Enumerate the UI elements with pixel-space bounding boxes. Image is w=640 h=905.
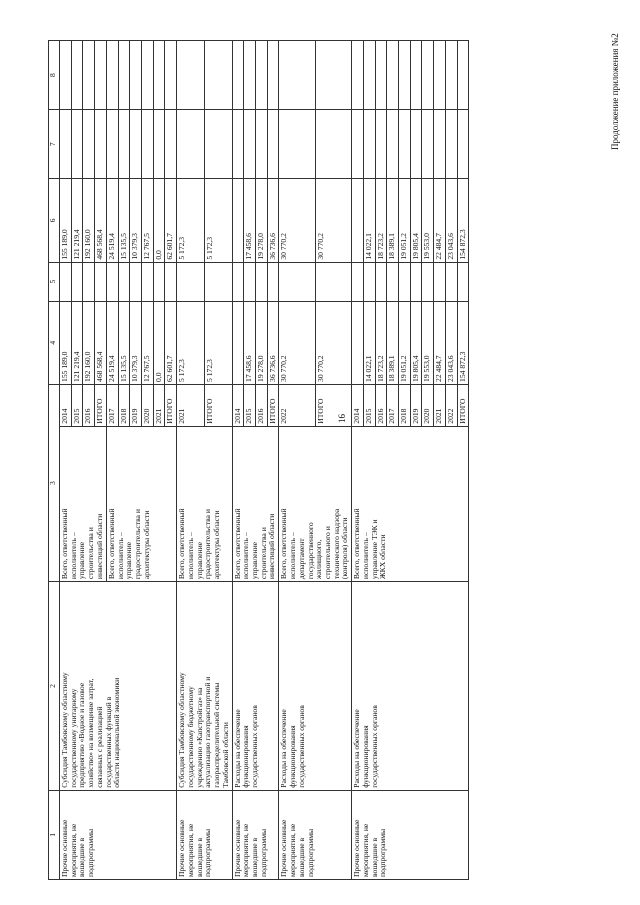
amount-extra-cell	[232, 41, 244, 110]
amount-total-cell: 62 601,7	[165, 301, 177, 384]
amount-regional-cell: 154 872,3	[457, 179, 469, 262]
amount-federal-cell	[279, 262, 315, 301]
amount-regional-cell: 10 379,3	[130, 179, 142, 262]
amount-regional-cell: 12 767,5	[142, 179, 154, 262]
amount-regional-cell: 0,0	[153, 179, 165, 262]
amount-local-cell	[387, 110, 399, 179]
amount-federal-cell	[434, 262, 446, 301]
year-cell: 2016	[375, 384, 387, 426]
table-row	[279, 41, 315, 880]
amount-local-cell	[363, 110, 375, 179]
amount-local-cell	[204, 110, 232, 179]
amount-total-cell: 0,0	[153, 301, 165, 384]
executor-cell: Всего, ответственный исполнитель – управление градостроительства и архитектуры области	[106, 426, 176, 581]
amount-federal-cell	[153, 262, 165, 301]
header-cell: 8	[49, 41, 60, 110]
amount-federal-cell	[204, 262, 232, 301]
measure-name-cell: Расходы на обеспечение функционирования государственных органов	[352, 582, 469, 791]
amount-regional-cell: 5 172,3	[204, 179, 232, 262]
executor-cell: Всего, ответственный исполнитель – управление строительства и инвестиций области	[60, 426, 107, 581]
amount-regional-cell: 15 135,5	[118, 179, 130, 262]
header-cell: 3	[49, 384, 60, 581]
amount-total-cell: 155 189,0	[60, 301, 72, 384]
amount-local-cell	[375, 110, 387, 179]
amount-local-cell	[352, 110, 364, 179]
amount-extra-cell	[60, 41, 72, 110]
amount-regional-cell	[232, 179, 244, 262]
amount-total-cell	[352, 301, 364, 384]
year-cell: 2022	[445, 384, 457, 426]
measure-type-cell: Прочие основные мероприятия, не вошедшие в подпрограммы	[232, 790, 279, 879]
amount-extra-cell	[255, 41, 267, 110]
year-cell: 2016	[255, 384, 267, 426]
measure-name-cell: Субсидия Тамбовскому областному государственному бюджетному учреждению «Капстройгаз» на актуализацию газотранспортной и газораспределительной системы Тамбовской области	[177, 582, 232, 791]
header-cell: 2	[49, 582, 60, 791]
amount-extra-cell	[153, 41, 165, 110]
year-cell: 2015	[244, 384, 256, 426]
amount-local-cell	[232, 110, 244, 179]
amount-total-cell: 468 568,4	[95, 301, 107, 384]
amount-local-cell	[165, 110, 177, 179]
header-cell: 7	[49, 110, 60, 179]
amount-extra-cell	[279, 41, 315, 110]
amount-regional-cell: 22 484,7	[434, 179, 446, 262]
amount-local-cell	[83, 110, 95, 179]
amount-local-cell	[71, 110, 83, 179]
year-cell: 2021	[434, 384, 446, 426]
year-cell: ИТОГО	[267, 384, 279, 426]
amount-total-cell: 192 160,0	[83, 301, 95, 384]
amount-local-cell	[142, 110, 154, 179]
amount-total-cell: 121 219,4	[71, 301, 83, 384]
amount-federal-cell	[457, 262, 469, 301]
amount-federal-cell	[387, 262, 399, 301]
amount-extra-cell	[267, 41, 279, 110]
amount-total-cell: 19 553,0	[422, 301, 434, 384]
year-cell: 2014	[352, 384, 364, 426]
amount-federal-cell	[177, 262, 205, 301]
amount-extra-cell	[204, 41, 232, 110]
amount-federal-cell	[399, 262, 411, 301]
amount-regional-cell: 30 770,2	[315, 179, 351, 262]
amount-local-cell	[244, 110, 256, 179]
year-cell: ИТОГО	[95, 384, 107, 426]
amount-federal-cell	[83, 262, 95, 301]
amount-extra-cell	[130, 41, 142, 110]
amount-local-cell	[255, 110, 267, 179]
amount-regional-cell: 62 601,7	[165, 179, 177, 262]
year-cell: 2020	[422, 384, 434, 426]
amount-federal-cell	[315, 262, 351, 301]
header-cell: 4	[49, 301, 60, 384]
amount-total-cell: 18 723,2	[375, 301, 387, 384]
amount-extra-cell	[422, 41, 434, 110]
amount-local-cell	[422, 110, 434, 179]
amount-extra-cell	[315, 41, 351, 110]
amount-regional-cell: 468 568,4	[95, 179, 107, 262]
page-number: 16	[337, 414, 347, 423]
amount-federal-cell	[445, 262, 457, 301]
year-cell: 2014	[60, 384, 72, 426]
amount-extra-cell	[95, 41, 107, 110]
amount-local-cell	[410, 110, 422, 179]
amount-federal-cell	[142, 262, 154, 301]
amount-total-cell: 154 872,3	[457, 301, 469, 384]
year-cell: ИТОГО	[315, 384, 351, 426]
amount-total-cell	[232, 301, 244, 384]
table-body	[60, 41, 469, 880]
amount-federal-cell	[71, 262, 83, 301]
year-cell: 2020	[142, 384, 154, 426]
amount-federal-cell	[255, 262, 267, 301]
amount-federal-cell	[410, 262, 422, 301]
header-row	[49, 41, 60, 880]
amount-total-cell: 19 278,0	[255, 301, 267, 384]
amount-extra-cell	[83, 41, 95, 110]
year-cell: 2018	[118, 384, 130, 426]
amount-federal-cell	[165, 262, 177, 301]
rotated-table-container	[48, 40, 616, 880]
header-cell: 5	[49, 262, 60, 301]
executor-cell: Всего, ответственный исполнитель – управление градостроительства и архитектуры области	[177, 426, 232, 581]
year-cell: 2022	[279, 384, 315, 426]
amount-regional-cell: 155 189,0	[60, 179, 72, 262]
executor-cell: Всего, ответственный исполнитель – департамент государственного жилищного, строительного и технического надзора (контроля) области	[279, 426, 352, 581]
amount-total-cell: 18 389,1	[387, 301, 399, 384]
amount-federal-cell	[352, 262, 364, 301]
amount-federal-cell	[267, 262, 279, 301]
amount-extra-cell	[410, 41, 422, 110]
amount-extra-cell	[434, 41, 446, 110]
amount-regional-cell: 18 723,2	[375, 179, 387, 262]
header-cell: 1	[49, 790, 60, 879]
amount-total-cell: 5 172,3	[204, 301, 232, 384]
year-cell: 2018	[399, 384, 411, 426]
header-cell: 6	[49, 179, 60, 262]
measure-name-cell: Расходы на обеспечение функционирования государственных органов	[279, 582, 352, 791]
year-cell: 2021	[177, 384, 205, 426]
amount-total-cell: 19 805,4	[410, 301, 422, 384]
amount-federal-cell	[60, 262, 72, 301]
amount-extra-cell	[445, 41, 457, 110]
amount-extra-cell	[352, 41, 364, 110]
amount-total-cell: 19 051,2	[399, 301, 411, 384]
amount-extra-cell	[375, 41, 387, 110]
amount-extra-cell	[165, 41, 177, 110]
amount-local-cell	[399, 110, 411, 179]
amount-regional-cell: 5 172,3	[177, 179, 205, 262]
amount-local-cell	[95, 110, 107, 179]
year-cell: 2014	[232, 384, 244, 426]
amount-regional-cell: 36 736,6	[267, 179, 279, 262]
amount-local-cell	[153, 110, 165, 179]
amount-total-cell: 36 736,6	[267, 301, 279, 384]
amount-federal-cell	[232, 262, 244, 301]
amount-regional-cell: 23 043,6	[445, 179, 457, 262]
year-cell: 2015	[71, 384, 83, 426]
amount-local-cell	[130, 110, 142, 179]
amount-extra-cell	[142, 41, 154, 110]
amount-federal-cell	[118, 262, 130, 301]
program-table	[48, 40, 469, 880]
year-cell: 2019	[130, 384, 142, 426]
year-cell: ИТОГО	[457, 384, 469, 426]
amount-federal-cell	[106, 262, 118, 301]
amount-federal-cell	[95, 262, 107, 301]
amount-regional-cell	[352, 179, 364, 262]
amount-total-cell: 15 135,5	[118, 301, 130, 384]
measure-type-cell: Прочие основные мероприятия, не вошедшие в подпрограммы	[60, 790, 177, 879]
amount-total-cell: 30 770,2	[315, 301, 351, 384]
amount-regional-cell: 19 278,0	[255, 179, 267, 262]
year-cell: 2021	[153, 384, 165, 426]
table-row	[60, 41, 72, 880]
amount-federal-cell	[422, 262, 434, 301]
amount-total-cell: 23 043,6	[445, 301, 457, 384]
amount-local-cell	[118, 110, 130, 179]
amount-total-cell: 30 770,2	[279, 301, 315, 384]
table-row	[352, 41, 364, 880]
measure-name-cell: Субсидия Тамбовскому областному государственному унитарному предприятию «Водное и газовое хозяйство» на возмещение затрат, связанных с реализацией государственных функций в области национальной экономики	[60, 582, 177, 791]
executor-cell: Всего, ответственный исполнитель – управление строительства и инвестиций области	[232, 426, 279, 581]
measure-type-cell: Прочие основные мероприятия, не вошедшие в подпрограммы	[177, 790, 232, 879]
amount-extra-cell	[457, 41, 469, 110]
table-row	[177, 41, 205, 880]
amount-extra-cell	[177, 41, 205, 110]
amount-total-cell: 10 379,3	[130, 301, 142, 384]
amount-extra-cell	[118, 41, 130, 110]
amount-regional-cell: 30 770,2	[279, 179, 315, 262]
amount-total-cell: 17 458,6	[244, 301, 256, 384]
amount-local-cell	[279, 110, 315, 179]
amount-local-cell	[457, 110, 469, 179]
year-cell: 2017	[106, 384, 118, 426]
amount-extra-cell	[106, 41, 118, 110]
amount-regional-cell: 17 458,6	[244, 179, 256, 262]
amount-total-cell: 22 484,7	[434, 301, 446, 384]
amount-extra-cell	[399, 41, 411, 110]
table-row	[232, 41, 244, 880]
amount-regional-cell: 18 389,1	[387, 179, 399, 262]
amount-local-cell	[60, 110, 72, 179]
measure-name-cell: Расходы на обеспечение функционирования государственных органов	[232, 582, 279, 791]
year-cell: 2017	[387, 384, 399, 426]
amount-total-cell: 5 172,3	[177, 301, 205, 384]
amount-local-cell	[106, 110, 118, 179]
amount-regional-cell: 192 160,0	[83, 179, 95, 262]
amount-extra-cell	[387, 41, 399, 110]
amount-local-cell	[177, 110, 205, 179]
amount-federal-cell	[244, 262, 256, 301]
continuation-label: Продолжение приложения №2	[610, 33, 620, 150]
executor-cell: Всего, ответственный исполнитель – управление ТЭК и ЖКХ области	[352, 426, 469, 581]
measure-type-cell: Прочие основные мероприятия, не вошедшие в подпрограммы	[279, 790, 352, 879]
amount-extra-cell	[71, 41, 83, 110]
amount-local-cell	[434, 110, 446, 179]
amount-federal-cell	[363, 262, 375, 301]
amount-regional-cell: 24 519,4	[106, 179, 118, 262]
year-cell: ИТОГО	[204, 384, 232, 426]
amount-local-cell	[315, 110, 351, 179]
year-cell: 2019	[410, 384, 422, 426]
year-cell: 2015	[363, 384, 375, 426]
amount-regional-cell: 19 553,0	[422, 179, 434, 262]
amount-local-cell	[267, 110, 279, 179]
amount-regional-cell: 19 051,2	[399, 179, 411, 262]
amount-federal-cell	[130, 262, 142, 301]
amount-federal-cell	[375, 262, 387, 301]
year-cell: ИТОГО	[165, 384, 177, 426]
amount-total-cell: 12 767,5	[142, 301, 154, 384]
amount-regional-cell: 14 022,1	[363, 179, 375, 262]
amount-regional-cell: 19 805,4	[410, 179, 422, 262]
amount-regional-cell: 121 219,4	[71, 179, 83, 262]
amount-extra-cell	[244, 41, 256, 110]
amount-total-cell: 24 519,4	[106, 301, 118, 384]
amount-extra-cell	[363, 41, 375, 110]
amount-total-cell: 14 022,1	[363, 301, 375, 384]
amount-local-cell	[445, 110, 457, 179]
measure-type-cell: Прочие основные мероприятия, не вошедшие в подпрограммы	[352, 790, 469, 879]
year-cell: 2016	[83, 384, 95, 426]
